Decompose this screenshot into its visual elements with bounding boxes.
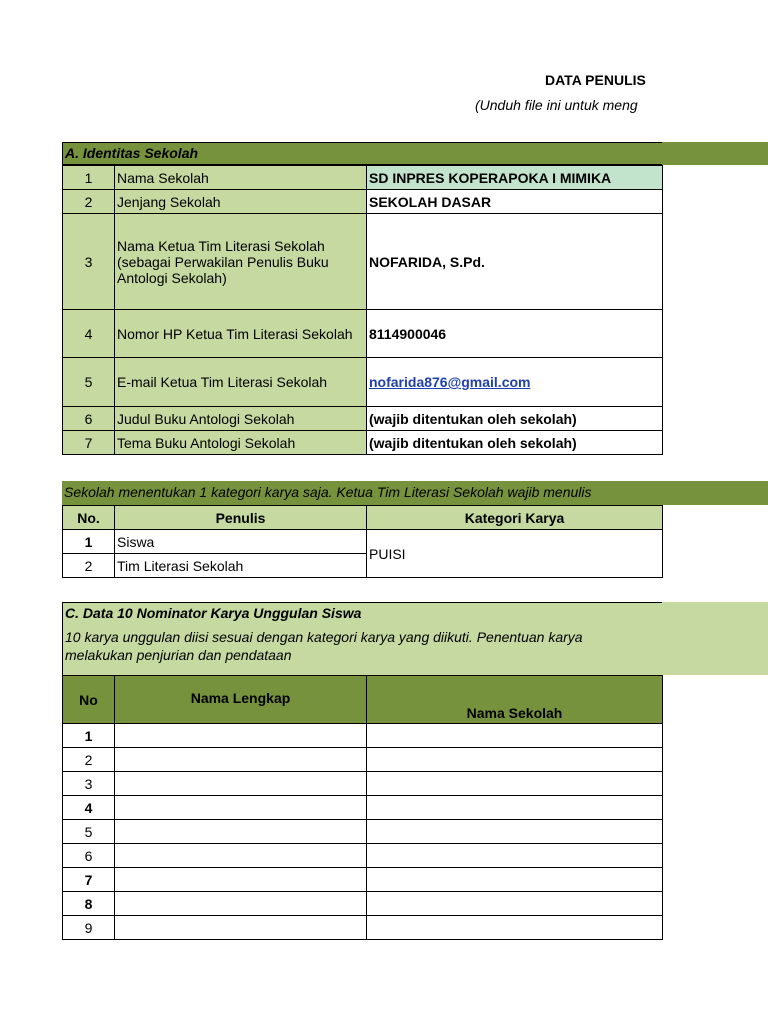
row-number: 5 bbox=[63, 820, 115, 844]
row-label: Jenjang Sekolah bbox=[115, 190, 367, 214]
nama-lengkap-cell[interactable] bbox=[115, 748, 367, 772]
table-row bbox=[63, 748, 663, 772]
identitas-row bbox=[63, 407, 663, 431]
section-b-note: Sekolah menentukan 1 kategori karya saja. Ketua Tim Literasi Sekolah wajib menulis bbox=[64, 484, 592, 500]
section-c-header-frame bbox=[62, 602, 662, 675]
table-row bbox=[63, 892, 663, 916]
penulis-table bbox=[62, 505, 663, 578]
nama-sekolah-cell[interactable] bbox=[367, 868, 663, 892]
kategori-cell[interactable]: PUISI bbox=[367, 530, 663, 578]
section-a-header-frame bbox=[62, 142, 662, 165]
section-a-heading: A. Identitas Sekolah bbox=[65, 145, 199, 161]
row-number: 3 bbox=[63, 214, 115, 310]
row-label: E-mail Ketua Tim Literasi Sekolah bbox=[115, 358, 367, 407]
row-number: 7 bbox=[63, 868, 115, 892]
row-value[interactable]: (wajib ditentukan oleh sekolah) bbox=[367, 407, 663, 431]
row-value[interactable]: 8114900046 bbox=[367, 310, 663, 358]
row-label: Tema Buku Antologi Sekolah bbox=[115, 431, 367, 455]
identitas-row bbox=[63, 431, 663, 455]
row-number: 4 bbox=[63, 310, 115, 358]
identitas-row bbox=[63, 358, 663, 407]
nama-sekolah-cell[interactable] bbox=[367, 748, 663, 772]
row-number: 6 bbox=[63, 844, 115, 868]
row-number: 1 bbox=[63, 724, 115, 748]
nama-lengkap-cell[interactable] bbox=[115, 892, 367, 916]
penulis-header-row bbox=[63, 506, 663, 530]
identitas-row bbox=[63, 214, 663, 310]
email-link[interactable]: nofarida876@gmail.com bbox=[369, 374, 531, 390]
row-number: 3 bbox=[63, 772, 115, 796]
row-value[interactable]: SEKOLAH DASAR bbox=[367, 190, 663, 214]
identitas-row bbox=[63, 166, 663, 190]
nominator-table bbox=[62, 675, 663, 940]
nama-sekolah-cell[interactable] bbox=[367, 796, 663, 820]
row-label: Nama Sekolah bbox=[115, 166, 367, 190]
table-row bbox=[63, 796, 663, 820]
nama-lengkap-cell[interactable] bbox=[115, 916, 367, 940]
nama-sekolah-cell[interactable] bbox=[367, 916, 663, 940]
identitas-row bbox=[63, 310, 663, 358]
row-number: 1 bbox=[63, 166, 115, 190]
row-number: 8 bbox=[63, 892, 115, 916]
row-number: 2 bbox=[63, 748, 115, 772]
row-label: Nomor HP Ketua Tim Literasi Sekolah bbox=[115, 310, 367, 358]
nama-sekolah-cell[interactable] bbox=[367, 820, 663, 844]
table-row bbox=[63, 772, 663, 796]
table-row bbox=[63, 724, 663, 748]
page-title: DATA PENULIS bbox=[545, 72, 646, 88]
row-label: Judul Buku Antologi Sekolah bbox=[115, 407, 367, 431]
nama-sekolah-cell[interactable] bbox=[367, 844, 663, 868]
nama-lengkap-cell[interactable] bbox=[115, 796, 367, 820]
nama-sekolah-cell[interactable] bbox=[367, 724, 663, 748]
row-number: 6 bbox=[63, 407, 115, 431]
row-value[interactable]: NOFARIDA, S.Pd. bbox=[367, 214, 663, 310]
section-c-note-line2: melakukan penjurian dan pendataan bbox=[65, 647, 292, 663]
col-header-sekolah: Nama Sekolah bbox=[367, 676, 663, 724]
penulis-cell[interactable]: Tim Literasi Sekolah bbox=[115, 554, 367, 578]
col-header-no: No. bbox=[63, 506, 115, 530]
col-header-penulis: Penulis bbox=[115, 506, 367, 530]
nama-lengkap-cell[interactable] bbox=[115, 844, 367, 868]
penulis-cell[interactable]: Siswa bbox=[115, 530, 367, 554]
row-number: 4 bbox=[63, 796, 115, 820]
row-number: 2 bbox=[63, 190, 115, 214]
row-number: 2 bbox=[63, 554, 115, 578]
row-value[interactable] bbox=[367, 358, 663, 407]
identitas-table bbox=[62, 165, 663, 455]
nama-lengkap-cell[interactable] bbox=[115, 820, 367, 844]
row-number: 9 bbox=[63, 916, 115, 940]
row-value[interactable]: SD INPRES KOPERAPOKA I MIMIKA bbox=[367, 166, 663, 190]
nama-lengkap-cell[interactable] bbox=[115, 772, 367, 796]
table-row bbox=[63, 868, 663, 892]
page-subtitle: (Unduh file ini untuk meng bbox=[475, 97, 638, 113]
row-label: Nama Ketua Tim Literasi Sekolah (sebagai Perwakilan Penulis Buku Antologi Sekolah) bbox=[115, 214, 367, 310]
table-row bbox=[63, 916, 663, 940]
row-number: 1 bbox=[63, 530, 115, 554]
row-value[interactable]: (wajib ditentukan oleh sekolah) bbox=[367, 431, 663, 455]
row-number: 7 bbox=[63, 431, 115, 455]
nama-lengkap-cell[interactable] bbox=[115, 724, 367, 748]
nama-lengkap-cell[interactable] bbox=[115, 868, 367, 892]
col-header-nama: Nama Lengkap bbox=[115, 676, 367, 724]
section-c-heading: C. Data 10 Nominator Karya Unggulan Siswa bbox=[65, 605, 362, 621]
col-header-kategori: Kategori Karya bbox=[367, 506, 663, 530]
nama-sekolah-cell[interactable] bbox=[367, 892, 663, 916]
identitas-row bbox=[63, 190, 663, 214]
section-c-note-line1: 10 karya unggulan diisi sesuai dengan kategori karya yang diikuti. Penentuan karya bbox=[65, 629, 583, 645]
table-row bbox=[63, 530, 663, 554]
table-row bbox=[63, 820, 663, 844]
nama-sekolah-cell[interactable] bbox=[367, 772, 663, 796]
row-number: 5 bbox=[63, 358, 115, 407]
nominator-header-row bbox=[63, 676, 663, 724]
col-header-no: No bbox=[63, 676, 115, 724]
table-row bbox=[63, 844, 663, 868]
